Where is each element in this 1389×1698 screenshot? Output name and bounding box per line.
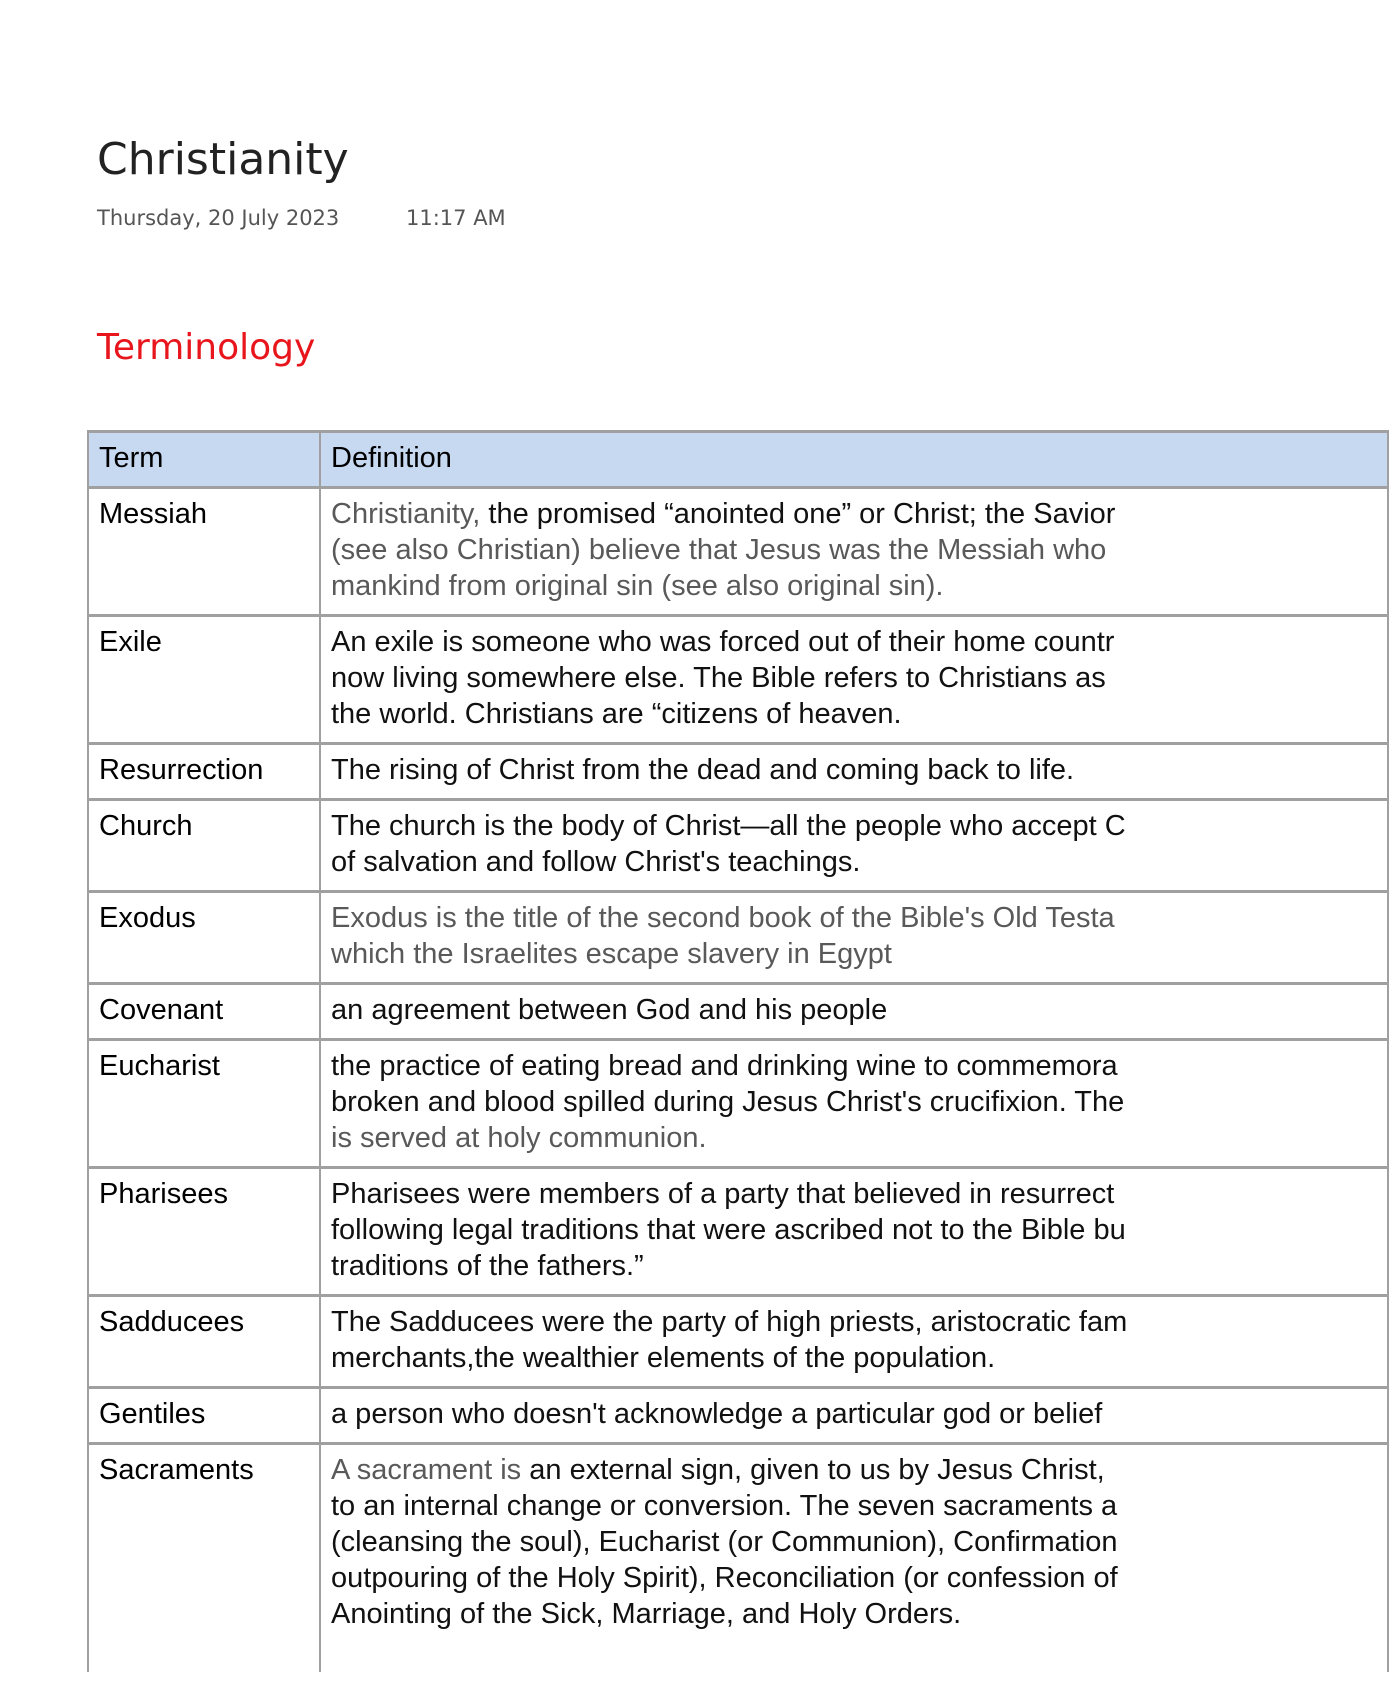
definition-text-muted: Christianity, [331,498,489,530]
table-row [88,744,1388,800]
definition-text: Pharisees were members of a party that believed in resurrect [331,1178,1115,1210]
definition-text: the world. Christians are “citizens of heaven. [331,698,902,730]
term-cell: Gentiles [88,1388,320,1444]
definition-text: Anointing of the Sick, Marriage, and Holy Orders. [331,1598,962,1630]
term-cell: Eucharist [88,1040,320,1168]
definition-line [331,900,1377,936]
definition-cell [320,744,1388,800]
page-title: Christianity [97,134,349,185]
term-cell: Resurrection [88,744,320,800]
table-row [88,1040,1388,1168]
term-cell: Church [88,800,320,892]
definition-line [331,1176,1377,1212]
definition-text: merchants,the wealthier elements of the population. [331,1342,996,1374]
page-time: 11:17 AM [406,206,506,230]
definition-line [331,660,1377,696]
column-header-definition: Definition [320,432,1388,488]
definition-text: The Sadducees were the party of high priests, aristocratic fam [331,1306,1128,1338]
table-row [88,488,1388,616]
definition-text-muted: is served at holy communion. [331,1122,707,1154]
definition-line [331,752,1377,788]
definition-line [331,1120,1377,1156]
table-row [88,1168,1388,1296]
term-cell: Sacraments [88,1444,320,1673]
terminology-table-container [87,430,1200,1630]
definition-line [331,1084,1377,1120]
definition-text: following legal traditions that were ascribed not to the Bible bu [331,1214,1126,1246]
definition-text: an external sign, given to us by Jesus Christ, [529,1454,1105,1486]
definition-line [331,1488,1377,1524]
definition-text-muted: mankind from original sin (see also original sin). [331,570,944,602]
definition-cell [320,1168,1388,1296]
term-cell: Pharisees [88,1168,320,1296]
definition-cell [320,984,1388,1040]
definition-text: of salvation and follow Christ's teachings. [331,846,861,878]
term-cell: Exodus [88,892,320,984]
table-body [88,488,1388,1673]
table-header-row [88,432,1388,488]
definition-cell [320,800,1388,892]
definition-text: to an internal change or conversion. The seven sacraments a [331,1490,1118,1522]
definition-line [331,1560,1377,1596]
definition-text: a person who doesn't acknowledge a particular god or belief [331,1398,1103,1430]
table-row [88,1388,1388,1444]
definition-text: (cleansing the soul), Eucharist (or Communion), Confirmation [331,1526,1118,1558]
definition-line [331,992,1377,1028]
term-cell: Sadducees [88,1296,320,1388]
definition-line [331,1452,1377,1488]
definition-line [331,1048,1377,1084]
column-header-term: Term [88,432,320,488]
definition-cell [320,488,1388,616]
definition-line [331,532,1377,568]
definition-cell [320,616,1388,744]
term-cell: Covenant [88,984,320,1040]
definition-text: now living somewhere else. The Bible refers to Christians as [331,662,1106,694]
section-heading-terminology: Terminology [97,327,316,368]
definition-line [331,568,1377,604]
definition-text-muted: Exodus is the title of the second book of the Bible's Old Testa [331,902,1115,934]
table-row [88,616,1388,744]
definition-line [331,1248,1377,1284]
definition-cell [320,1444,1388,1673]
definition-line [331,496,1377,532]
definition-text: the promised “anointed one” or Christ; the Savior [488,498,1116,530]
definition-line [331,1396,1377,1432]
definition-line [331,1304,1377,1340]
definition-text-muted: (see also Christian) believe that Jesus was the Messiah who [331,534,1107,566]
table-row [88,984,1388,1040]
definition-text-muted: which the Israelites escape slavery in Egypt [331,938,892,970]
terminology-table [87,430,1389,1672]
table-row [88,1296,1388,1388]
table-row [88,892,1388,984]
definition-text: outpouring of the Holy Spirit), Reconciliation (or confession of [331,1562,1118,1594]
definition-cell [320,1388,1388,1444]
table-row [88,800,1388,892]
definition-line [331,936,1377,972]
definition-text: The rising of Christ from the dead and coming back to life. [331,754,1075,786]
definition-cell [320,892,1388,984]
definition-text: An exile is someone who was forced out of their home countr [331,626,1115,658]
definition-text: the practice of eating bread and drinking wine to commemora [331,1050,1118,1082]
definition-line [331,1596,1377,1632]
table-row [88,1444,1388,1673]
definition-text: broken and blood spilled during Jesus Christ's crucifixion. The [331,1086,1125,1118]
definition-line [331,1212,1377,1248]
definition-text: an agreement between God and his people [331,994,888,1026]
page-date: Thursday, 20 July 2023 [97,206,340,230]
definition-line [331,1524,1377,1560]
definition-line [331,624,1377,660]
definition-cell [320,1040,1388,1168]
definition-text: traditions of the fathers.” [331,1250,644,1282]
term-cell: Messiah [88,488,320,616]
definition-line [331,808,1377,844]
term-cell: Exile [88,616,320,744]
definition-text-muted: A sacrament is [331,1454,530,1486]
definition-cell [320,1296,1388,1388]
definition-line [331,844,1377,880]
definition-line [331,696,1377,732]
definition-text: The church is the body of Christ—all the people who accept C [331,810,1126,842]
definition-line [331,1340,1377,1376]
